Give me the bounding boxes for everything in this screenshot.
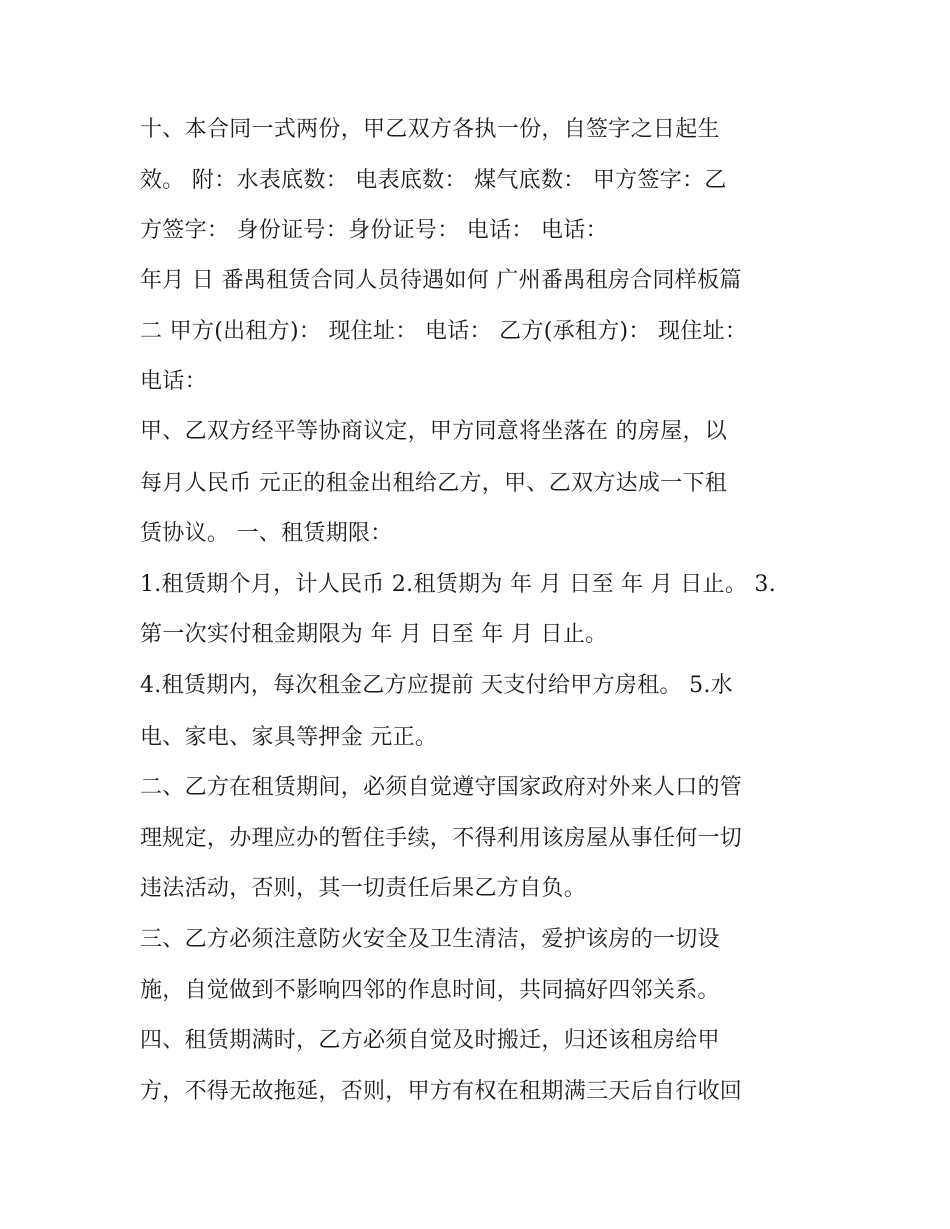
text-line: 每月人民币 元正的租金出租给乙方，甲、乙双方达成一下租: [140, 471, 728, 496]
text-line: 四、租赁期满时，乙方必须自觉及时搬迁，归还该租房给甲: [140, 1028, 720, 1053]
text-line: 违法活动，否则，其一切责任后果乙方自负。: [140, 876, 587, 901]
text-line: 甲、乙双方经平等协商议定，甲方同意将坐落在 的房屋，以: [140, 419, 728, 444]
text-line: 第一次实付租金期限为 年 月 日至 年 月 日止。: [140, 622, 608, 647]
text-line: 方签字： 身份证号：身份证号： 电话： 电话：: [140, 218, 608, 243]
text-line: 电话：: [140, 369, 207, 394]
text-line: 施，自觉做到不影响四邻的作息时间，共同搞好四邻关系。: [140, 978, 720, 1003]
text-line: 二 甲方(出租方)： 现住址： 电话： 乙方(承租方)： 现住址：: [140, 319, 748, 344]
text-line: 1.租赁期个月，计人民币 2.租赁期为 年 月 日至 年 月 日止。 3.: [140, 572, 777, 597]
text-line: 十、本合同一式两份，甲乙双方各执一份，自签字之日起生: [140, 117, 720, 142]
text-line: 电、家电、家具等押金 元正。: [140, 725, 438, 750]
text-line: 效。 附：水表底数： 电表底数： 煤气底数： 甲方签字：乙: [140, 168, 727, 193]
text-line: 年月 日 番禺租赁合同人员待遇如何 广州番禺租房合同样板篇: [140, 268, 742, 293]
text-line: 三、乙方必须注意防火安全及卫生清洁，爱护该房的一切设: [140, 927, 720, 952]
text-line: 4.租赁期内，每次租金乙方应提前 天支付给甲方房租。 5.水: [140, 673, 733, 698]
text-line: 理规定，办理应办的暂住手续，不得利用该房屋从事任何一切: [140, 826, 743, 851]
text-line: 二、乙方在租赁期间，必须自觉遵守国家政府对外来人口的管: [140, 775, 743, 800]
text-line: 方，不得无故拖延，否则，甲方有权在租期满三天后自行收回: [140, 1079, 743, 1104]
text-line: 赁协议。 一、租赁期限：: [140, 521, 393, 546]
